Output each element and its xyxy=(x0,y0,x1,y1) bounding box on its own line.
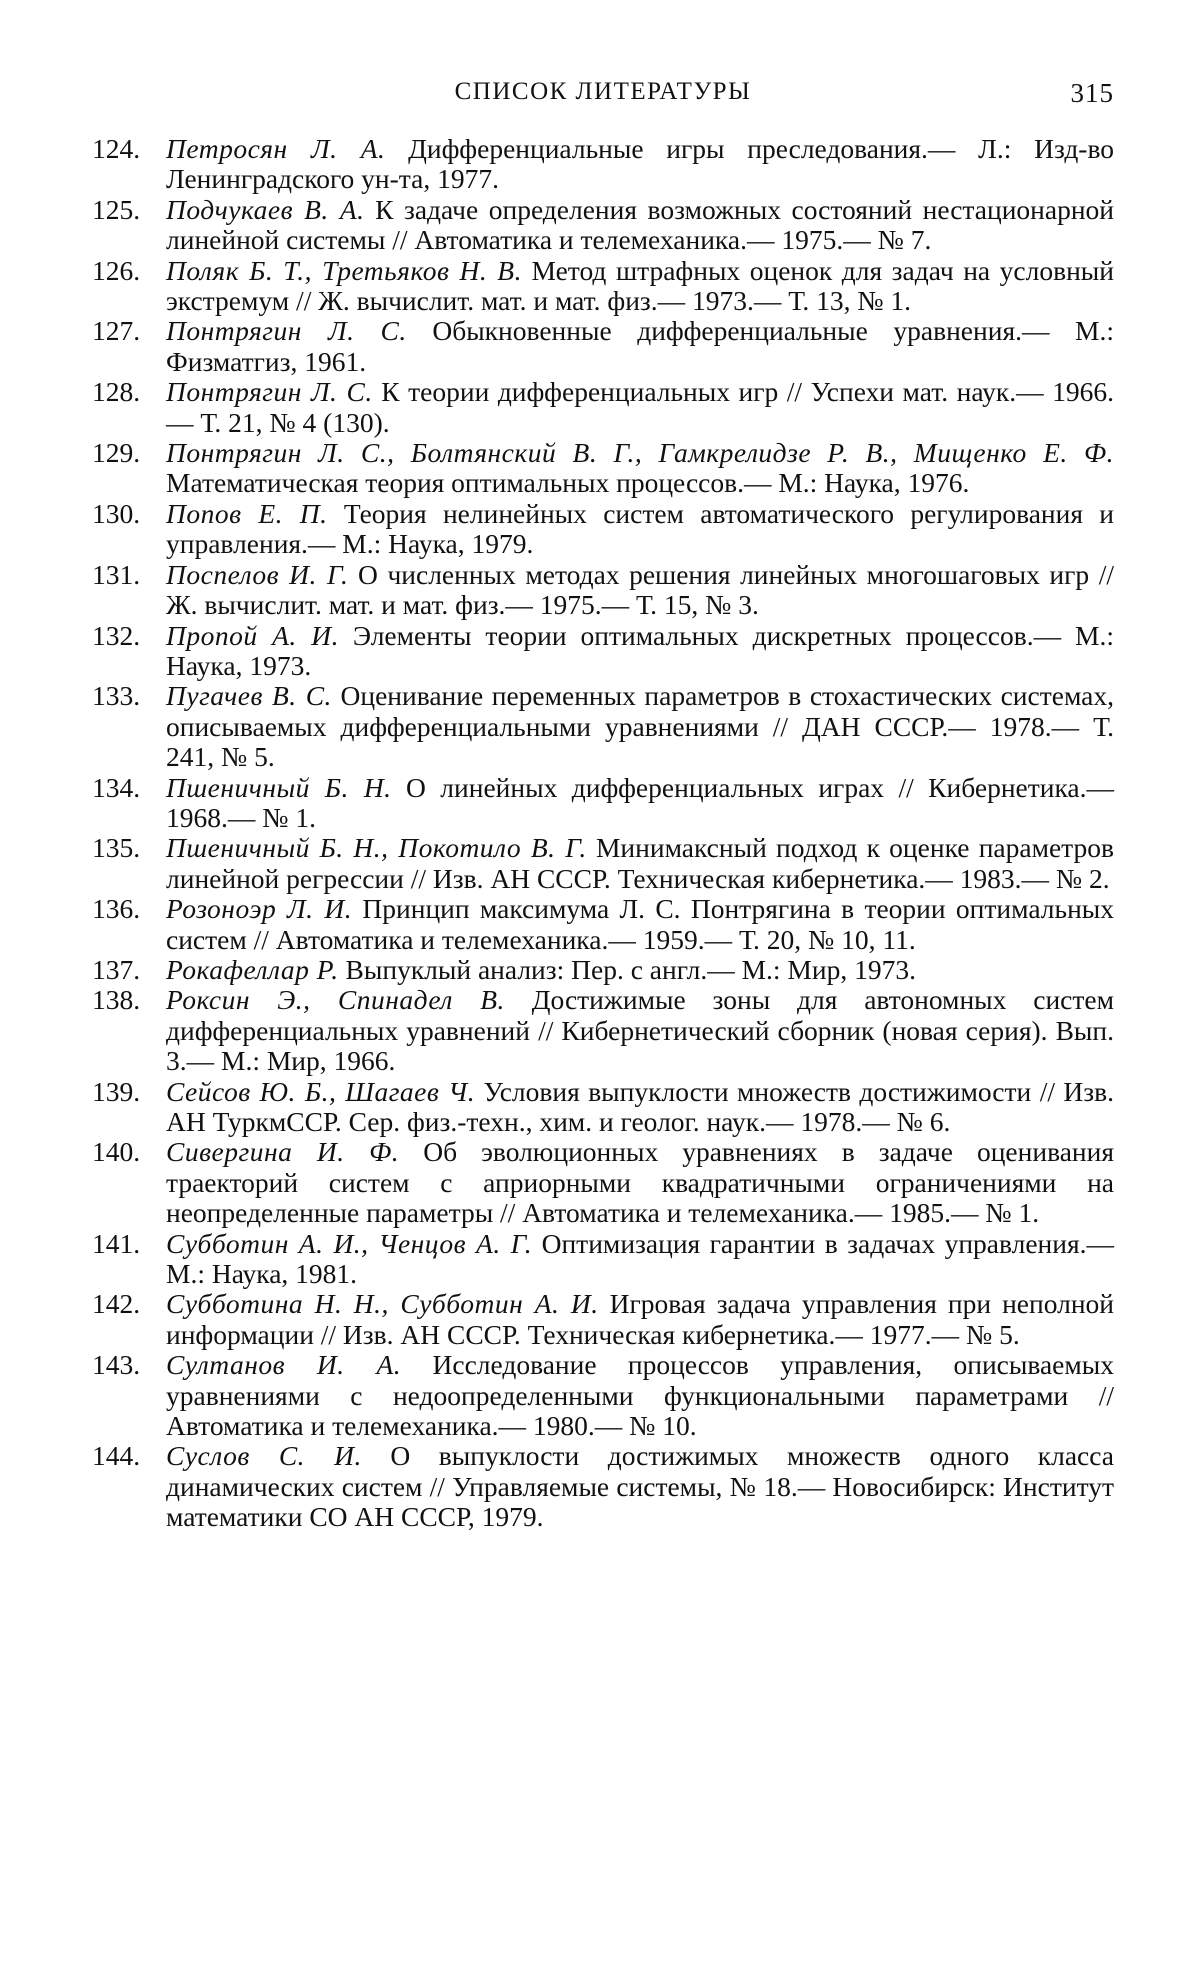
reference-text: Элементы теории оптимальных дискретных процессов.— М.: Наука, 1973. xyxy=(166,619,1114,681)
reference-text: Оптимизация гарантии в задачах управления.— М.: Наука, 1981. xyxy=(166,1227,1115,1290)
reference-number: 143. xyxy=(92,1349,141,1381)
reference-item xyxy=(92,560,1114,621)
reference-authors: Понтрягин Л. С., Болтянский В. Г., Гамкрелидзе Р. В., Мищенко Е. Ф. xyxy=(166,437,1114,469)
reference-number: 140. xyxy=(92,1136,141,1168)
reference-authors: Роксин Э., Спинадел В. xyxy=(166,984,505,1016)
reference-item xyxy=(92,1350,1114,1441)
reference-number: 129. xyxy=(92,437,141,469)
page-header xyxy=(92,78,1114,118)
reference-authors: Пропой А. И. xyxy=(166,619,339,651)
reference-number: 137. xyxy=(92,953,141,985)
reference-number: 138. xyxy=(92,984,141,1016)
reference-number: 125. xyxy=(92,193,141,225)
reference-item xyxy=(92,773,1114,834)
reference-authors: Розоноэр Л. И. xyxy=(166,893,353,925)
reference-list xyxy=(92,134,1114,1533)
reference-item xyxy=(92,985,1114,1076)
reference-number: 142. xyxy=(92,1288,141,1320)
reference-text: Теория нелинейных систем автоматического регулирования и управления.— М.: Наука, 1979. xyxy=(166,497,1114,560)
reference-text: Дифференциальные игры преследования.— Л.: Изд-во Ленинградского ун-та, 1977. xyxy=(166,133,1115,195)
reference-number: 127. xyxy=(92,315,141,347)
reference-number: 134. xyxy=(92,771,141,803)
reference-text: О выпуклости достижимых множеств одного класса динамических систем // Управляемые системы, № 18.— Новосибирск: Институт математики СО АН СССР, 1979. xyxy=(166,1440,1114,1533)
reference-text: Метод штрафных оценок для задач на условный экстремум // Ж. вычислит. мат. и мат. физ.— 1973.— Т. 13, № 1. xyxy=(166,254,1114,317)
reference-authors: Поляк Б. Т., Третьяков Н. В. xyxy=(166,254,522,286)
reference-item xyxy=(92,833,1114,894)
reference-item xyxy=(92,499,1114,560)
reference-authors: Подчукаев В. А. xyxy=(166,193,365,225)
reference-text: Условия выпуклости множеств достижимости // Изв. АН ТуркмССР. Сер. физ.-техн., хим. и геолог. наук.— 1978.— № 6. xyxy=(166,1075,1115,1137)
reference-number: 139. xyxy=(92,1075,141,1107)
reference-authors: Султанов И. А. xyxy=(166,1349,402,1381)
reference-item xyxy=(92,1441,1114,1532)
reference-number: 136. xyxy=(92,893,141,925)
reference-number: 131. xyxy=(92,558,141,590)
reference-authors: Пугачев В. С. xyxy=(166,680,332,712)
book-page xyxy=(92,78,1114,1533)
reference-number: 124. xyxy=(92,133,141,164)
reference-number: 126. xyxy=(92,254,141,286)
reference-item xyxy=(92,1289,1114,1350)
reference-authors: Попов Е. П. xyxy=(166,497,328,529)
reference-text: Оценивание переменных параметров в стохастических системах, описываемых дифференциальными уравнениями // ДАН СССР.— 1978.— Т. 241, № 5. xyxy=(166,680,1114,773)
reference-item xyxy=(92,134,1114,195)
reference-text: О линейных дифференциальных играх // Кибернетика.— 1968.— № 1. xyxy=(166,771,1115,833)
reference-authors: Суслов С. И. xyxy=(166,1440,362,1472)
reference-number: 128. xyxy=(92,376,141,408)
reference-authors: Понтрягин Л. С. xyxy=(166,315,407,347)
reference-text: Выпуклый анализ: Пер. с англ.— М.: Мир, 1973. xyxy=(345,953,916,985)
reference-authors: Сейсов Ю. Б., Шагаев Ч. xyxy=(166,1075,476,1107)
reference-item xyxy=(92,377,1114,438)
reference-number: 144. xyxy=(92,1440,141,1472)
reference-text: К теории дифференциальных игр // Успехи мат. наук.— 1966.— Т. 21, № 4 (130). xyxy=(166,376,1115,438)
reference-authors: Субботина Н. Н., Субботин А. И. xyxy=(166,1288,599,1320)
reference-authors: Рокафеллар Р. xyxy=(166,953,339,985)
reference-item xyxy=(92,195,1114,256)
reference-authors: Понтрягин Л. С. xyxy=(166,376,373,408)
page-number: 315 xyxy=(1070,78,1114,108)
running-title: СПИСОК ЛИТЕРАТУРЫ xyxy=(454,78,752,105)
reference-item xyxy=(92,316,1114,377)
reference-number: 135. xyxy=(92,832,141,864)
reference-item xyxy=(92,438,1114,499)
reference-item xyxy=(92,955,1114,985)
reference-number: 133. xyxy=(92,680,141,712)
reference-item xyxy=(92,1229,1114,1290)
reference-item xyxy=(92,894,1114,955)
reference-text: Математическая теория оптимальных процессов.— М.: Наука, 1976. xyxy=(166,467,970,499)
reference-item xyxy=(92,1137,1114,1228)
reference-authors: Пшеничный Б. Н., Покотило В. Г. xyxy=(166,832,587,864)
reference-authors: Петросян Л. А. xyxy=(166,133,386,164)
reference-item xyxy=(92,681,1114,772)
reference-number: 132. xyxy=(92,619,141,651)
reference-authors: Сивергина И. Ф. xyxy=(166,1136,400,1168)
reference-text: О численных методах решения линейных многошаговых игр // Ж. вычислит. мат. и мат. физ.— 1975.— Т. 15, № 3. xyxy=(166,558,1114,621)
reference-number: 141. xyxy=(92,1227,141,1259)
reference-text: Исследование процессов управления, описываемых уравнениями с недоопределенными функциональными параметрами // Автоматика и телемеханика.— 1980.— № 10. xyxy=(166,1349,1115,1442)
reference-text: Игровая задача управления при неполной информации // Изв. АН СССР. Техническая кибернетика.— 1977.— № 5. xyxy=(166,1288,1115,1350)
reference-text: Минимаксный подход к оценке параметров линейной регрессии // Изв. АН СССР. Техническая кибернетика.— 1983.— № 2. xyxy=(166,832,1115,894)
reference-text: К задаче определения возможных состояний нестационарной линейной системы // Автоматика и телемеханика.— 1975.— № 7. xyxy=(166,193,1115,256)
reference-text: Об эволюционных уравнениях в задаче оценивания траекторий систем с априорными квадратичными ограничениями на неопределенные параметры // Автоматика и телемеханика.— 1985.— № 1. xyxy=(166,1136,1114,1229)
reference-authors: Поспелов И. Г. xyxy=(166,558,349,590)
reference-item xyxy=(92,621,1114,682)
reference-text: Принцип максимума Л. С. Понтрягина в теории оптимальных систем // Автоматика и телемеханика.— 1959.— Т. 20, № 10, 11. xyxy=(166,893,1115,955)
reference-text: Обыкновенные дифференциальные уравнения.— М.: Физматгиз, 1961. xyxy=(166,315,1115,377)
reference-number: 130. xyxy=(92,497,141,529)
reference-text: Достижимые зоны для автономных систем дифференциальных уравнений // Кибернетический сборник (новая серия). Вып. 3.— М.: Мир, 1966. xyxy=(166,984,1114,1077)
reference-authors: Пшеничный Б. Н. xyxy=(166,771,392,803)
reference-item xyxy=(92,1077,1114,1138)
reference-item xyxy=(92,256,1114,317)
reference-authors: Субботин А. И., Ченцов А. Г. xyxy=(166,1227,533,1259)
